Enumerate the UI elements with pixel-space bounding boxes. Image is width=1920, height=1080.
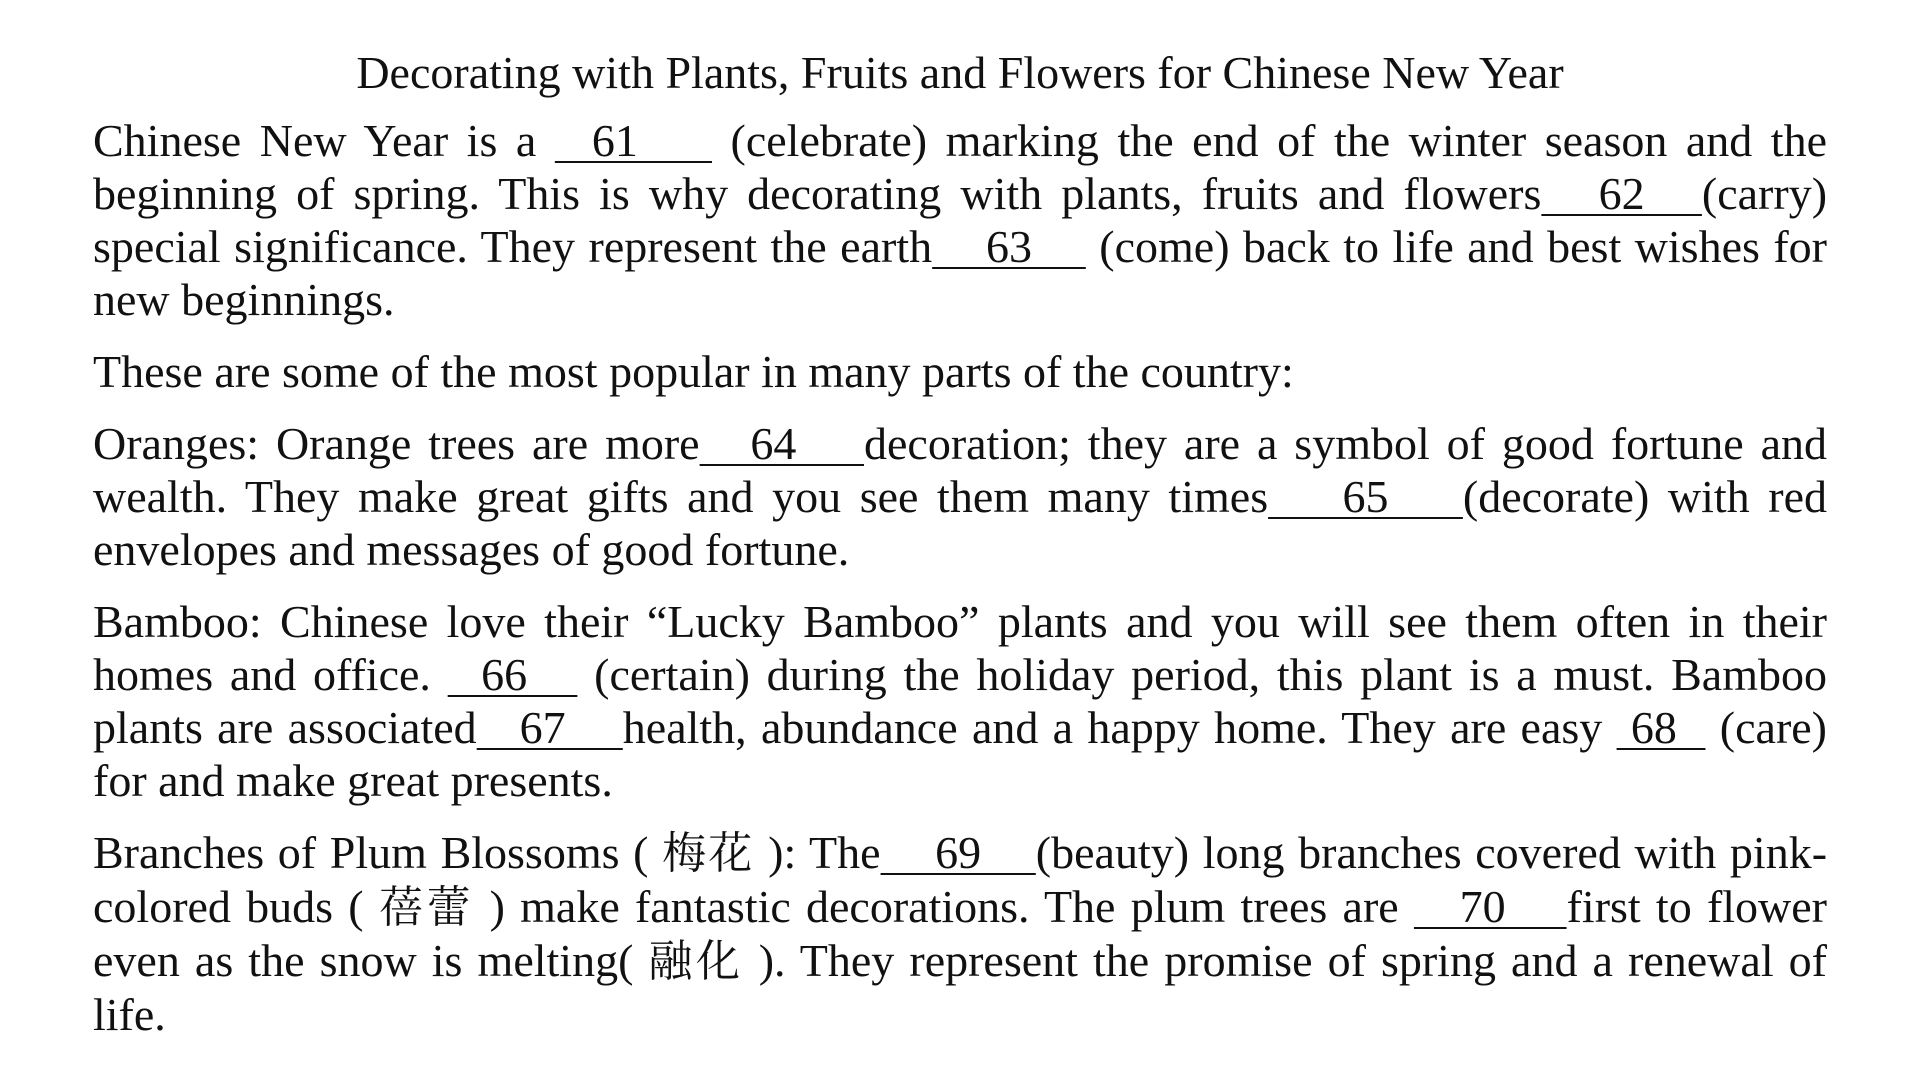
blank-69: 69 — [880, 827, 1036, 878]
text-segment: decoration; they are a symbol of good fortune and wealth. They make great gifts and you see them many times — [93, 418, 1827, 522]
text-segment: (come) back to life and best wishes for new beginnings. — [93, 221, 1827, 325]
text-segment: ). They represent the promise of spring and a renewal of life. — [93, 935, 1827, 1040]
text-segment: (care) for and make great presents. — [93, 702, 1827, 806]
text-segment: ) make fantastic decorations. The plum trees are — [474, 881, 1414, 932]
blank-68: 68 — [1616, 702, 1706, 753]
paragraph-bamboo — [93, 595, 1827, 807]
text-segment: These are some of the most popular in many parts of the country: — [93, 346, 1294, 397]
blank-70: 70 — [1413, 881, 1567, 932]
blank-64: 64 — [699, 418, 864, 469]
text-segment: (beauty) long branches covered with pink-colored buds ( — [93, 827, 1828, 932]
text-segment: (carry) special significance. They represent the earth — [93, 168, 1828, 272]
blank-65: 65 — [1268, 471, 1463, 522]
blank-61: 61 — [554, 115, 712, 166]
text-segment: Branches of Plum Blossoms ( — [93, 827, 663, 878]
chinese-term-plum-blossom: 梅花 — [662, 828, 755, 879]
paragraph-oranges — [93, 417, 1827, 576]
text-segment: ): The — [754, 827, 881, 878]
text-segment: Chinese New Year is a — [93, 115, 555, 166]
text-segment: (decorate) with red envelopes and messages of good fortune. — [93, 471, 1827, 575]
text-segment: Oranges: Orange trees are more — [93, 418, 700, 469]
text-segment: (certain) during the holiday period, this plant is a must. Bamboo plants are associated — [93, 649, 1828, 753]
document-page — [93, 44, 1827, 1060]
text-segment: first to flower even as the snow is melting( — [93, 881, 1827, 986]
paragraph-plum-blossoms — [93, 826, 1827, 1041]
chinese-term-melting: 融化 — [648, 936, 744, 987]
text-segment: health, abundance and a happy home. They are easy — [622, 702, 1617, 753]
text-segment: Bamboo: Chinese love their “Lucky Bamboo” plants and you will see them often in their homes and office. — [93, 596, 1827, 700]
blank-62: 62 — [1541, 168, 1702, 219]
document-title: Decorating with Plants, Fruits and Flowers for Chinese New Year — [356, 47, 1564, 98]
blank-67: 67 — [476, 702, 623, 753]
blank-63: 63 — [932, 221, 1086, 272]
chinese-term-buds: 蓓蕾 — [378, 882, 475, 933]
text-segment: (celebrate) marking the end of the winter season and the beginning of spring. This is why decorating with plants, fruits and flowers — [93, 115, 1828, 219]
paragraph-popular — [93, 345, 1827, 398]
blank-66: 66 — [447, 649, 578, 700]
paragraph-intro — [93, 114, 1827, 326]
